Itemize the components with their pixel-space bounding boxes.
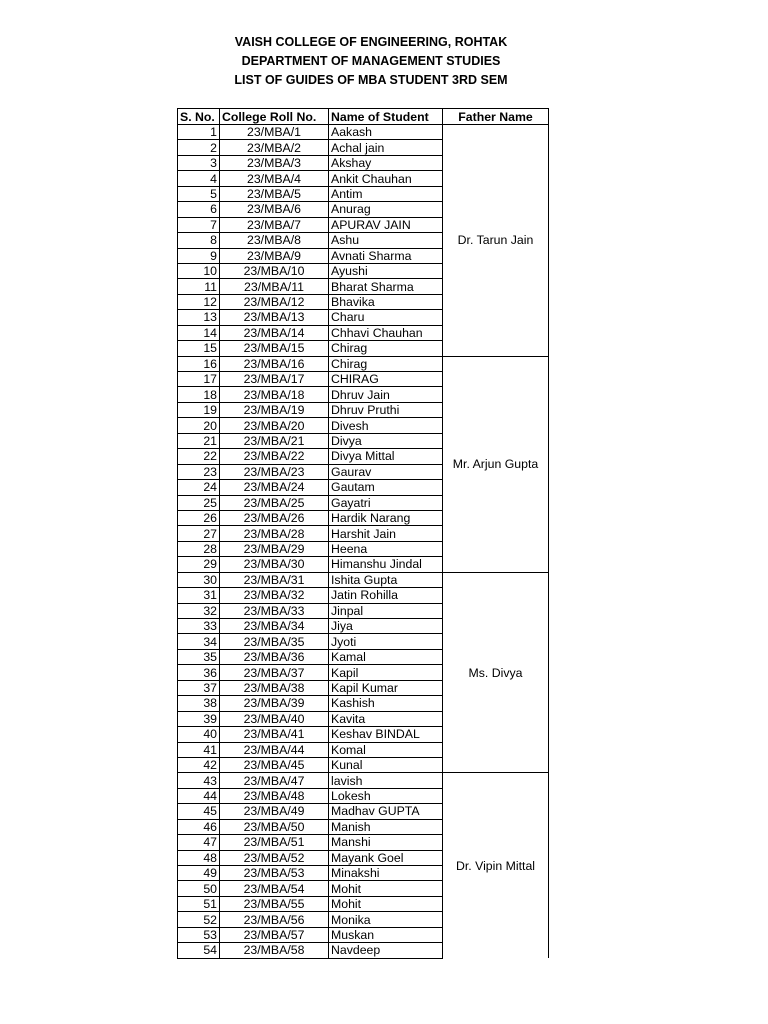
student-name-cell: Antim	[329, 186, 443, 201]
student-name-cell: Bharat Sharma	[329, 279, 443, 294]
serial-number-cell: 52	[178, 912, 220, 927]
serial-number-cell: 20	[178, 418, 220, 433]
serial-number-cell: 53	[178, 927, 220, 942]
student-name-cell: APURAV JAIN	[329, 217, 443, 232]
serial-number-cell: 42	[178, 757, 220, 772]
roll-number-cell: 23/MBA/24	[220, 480, 329, 495]
roll-number-cell: 23/MBA/19	[220, 402, 329, 417]
roll-number-cell: 23/MBA/39	[220, 696, 329, 711]
student-name-cell: Charu	[329, 310, 443, 325]
serial-number-cell: 24	[178, 480, 220, 495]
serial-number-cell: 49	[178, 866, 220, 881]
student-name-cell: Manish	[329, 819, 443, 834]
column-header-student-name: Name of Student	[329, 109, 443, 125]
student-name-cell: Gaurav	[329, 464, 443, 479]
serial-number-cell: 10	[178, 263, 220, 278]
student-name-cell: Ishita Gupta	[329, 572, 443, 587]
serial-number-cell: 28	[178, 541, 220, 556]
serial-number-cell: 54	[178, 943, 220, 958]
serial-number-cell: 1	[178, 125, 220, 140]
student-name-cell: Jinpal	[329, 603, 443, 618]
serial-number-cell: 19	[178, 402, 220, 417]
student-name-cell: Jiya	[329, 619, 443, 634]
roll-number-cell: 23/MBA/33	[220, 603, 329, 618]
serial-number-cell: 45	[178, 804, 220, 819]
roll-number-cell: 23/MBA/54	[220, 881, 329, 896]
serial-number-cell: 22	[178, 449, 220, 464]
serial-number-cell: 51	[178, 896, 220, 911]
serial-number-cell: 46	[178, 819, 220, 834]
student-name-cell: Bhavika	[329, 294, 443, 309]
serial-number-cell: 9	[178, 248, 220, 263]
roll-number-cell: 23/MBA/2	[220, 140, 329, 155]
table-row	[178, 572, 549, 587]
roll-number-cell: 23/MBA/38	[220, 680, 329, 695]
guides-table	[177, 108, 549, 959]
roll-number-cell: 23/MBA/40	[220, 711, 329, 726]
serial-number-cell: 18	[178, 387, 220, 402]
student-name-cell: Navdeep	[329, 943, 443, 958]
serial-number-cell: 4	[178, 171, 220, 186]
roll-number-cell: 23/MBA/16	[220, 356, 329, 371]
column-header-father-name: Father Name	[443, 109, 549, 125]
student-name-cell: CHIRAG	[329, 372, 443, 387]
student-name-cell: Ashu	[329, 233, 443, 248]
serial-number-cell: 47	[178, 835, 220, 850]
roll-number-cell: 23/MBA/6	[220, 202, 329, 217]
table-header-row	[178, 109, 549, 125]
roll-number-cell: 23/MBA/57	[220, 927, 329, 942]
serial-number-cell: 17	[178, 372, 220, 387]
student-name-cell: Divesh	[329, 418, 443, 433]
student-name-cell: Mayank Goel	[329, 850, 443, 865]
student-name-cell: Himanshu Jindal	[329, 557, 443, 572]
roll-number-cell: 23/MBA/25	[220, 495, 329, 510]
roll-number-cell: 23/MBA/49	[220, 804, 329, 819]
table-row	[178, 773, 549, 788]
student-name-cell: Akshay	[329, 155, 443, 170]
serial-number-cell: 36	[178, 665, 220, 680]
roll-number-cell: 23/MBA/50	[220, 819, 329, 834]
student-name-cell: Mohit	[329, 896, 443, 911]
serial-number-cell: 39	[178, 711, 220, 726]
roll-number-cell: 23/MBA/10	[220, 263, 329, 278]
serial-number-cell: 5	[178, 186, 220, 201]
roll-number-cell: 23/MBA/11	[220, 279, 329, 294]
serial-number-cell: 43	[178, 773, 220, 788]
student-name-cell: Madhav GUPTA	[329, 804, 443, 819]
serial-number-cell: 15	[178, 341, 220, 356]
serial-number-cell: 50	[178, 881, 220, 896]
roll-number-cell: 23/MBA/7	[220, 217, 329, 232]
student-name-cell: Manshi	[329, 835, 443, 850]
roll-number-cell: 23/MBA/5	[220, 186, 329, 201]
roll-number-cell: 23/MBA/21	[220, 433, 329, 448]
serial-number-cell: 27	[178, 526, 220, 541]
student-name-cell: Kunal	[329, 757, 443, 772]
serial-number-cell: 30	[178, 572, 220, 587]
student-name-cell: Kashish	[329, 696, 443, 711]
serial-number-cell: 25	[178, 495, 220, 510]
student-name-cell: Minakshi	[329, 866, 443, 881]
roll-number-cell: 23/MBA/48	[220, 788, 329, 803]
serial-number-cell: 37	[178, 680, 220, 695]
college-name: VAISH COLLEGE OF ENGINEERING, ROHTAK	[234, 35, 508, 49]
roll-number-cell: 23/MBA/53	[220, 866, 329, 881]
roll-number-cell: 23/MBA/37	[220, 665, 329, 680]
student-name-cell: Jyoti	[329, 634, 443, 649]
student-name-cell: Gayatri	[329, 495, 443, 510]
roll-number-cell: 23/MBA/35	[220, 634, 329, 649]
student-name-cell: Ayushi	[329, 263, 443, 278]
roll-number-cell: 23/MBA/44	[220, 742, 329, 757]
roll-number-cell: 23/MBA/14	[220, 325, 329, 340]
roll-number-cell: 23/MBA/3	[220, 155, 329, 170]
serial-number-cell: 21	[178, 433, 220, 448]
serial-number-cell: 14	[178, 325, 220, 340]
roll-number-cell: 23/MBA/18	[220, 387, 329, 402]
serial-number-cell: 13	[178, 310, 220, 325]
student-name-cell: Chirag	[329, 356, 443, 371]
serial-number-cell: 16	[178, 356, 220, 371]
roll-number-cell: 23/MBA/20	[220, 418, 329, 433]
guide-name-cell: Dr. Tarun Jain	[443, 125, 549, 357]
student-name-cell: Monika	[329, 912, 443, 927]
serial-number-cell: 40	[178, 727, 220, 742]
roll-number-cell: 23/MBA/22	[220, 449, 329, 464]
student-name-cell: Keshav BINDAL	[329, 727, 443, 742]
student-name-cell: Aakash	[329, 125, 443, 140]
roll-number-cell: 23/MBA/45	[220, 757, 329, 772]
student-name-cell: Avnati Sharma	[329, 248, 443, 263]
serial-number-cell: 2	[178, 140, 220, 155]
serial-number-cell: 12	[178, 294, 220, 309]
serial-number-cell: 7	[178, 217, 220, 232]
table-row	[178, 356, 549, 371]
roll-number-cell: 23/MBA/55	[220, 896, 329, 911]
serial-number-cell: 35	[178, 649, 220, 664]
student-name-cell: Kavita	[329, 711, 443, 726]
roll-number-cell: 23/MBA/51	[220, 835, 329, 850]
serial-number-cell: 34	[178, 634, 220, 649]
roll-number-cell: 23/MBA/15	[220, 341, 329, 356]
student-name-cell: Dhruv Jain	[329, 387, 443, 402]
roll-number-cell: 23/MBA/12	[220, 294, 329, 309]
student-name-cell: Divya Mittal	[329, 449, 443, 464]
student-name-cell: Lokesh	[329, 788, 443, 803]
serial-number-cell: 32	[178, 603, 220, 618]
department-name: DEPARTMENT OF MANAGEMENT STUDIES	[241, 54, 501, 68]
roll-number-cell: 23/MBA/1	[220, 125, 329, 140]
guide-name-cell: Ms. Divya	[443, 572, 549, 773]
roll-number-cell: 23/MBA/47	[220, 773, 329, 788]
student-name-cell: Hardik Narang	[329, 510, 443, 525]
serial-number-cell: 31	[178, 588, 220, 603]
student-name-cell: Anurag	[329, 202, 443, 217]
student-name-cell: Heena	[329, 541, 443, 556]
serial-number-cell: 26	[178, 510, 220, 525]
table-row	[178, 125, 549, 140]
document-header	[0, 33, 742, 90]
serial-number-cell: 6	[178, 202, 220, 217]
roll-number-cell: 23/MBA/30	[220, 557, 329, 572]
student-name-cell: Kapil Kumar	[329, 680, 443, 695]
serial-number-cell: 33	[178, 619, 220, 634]
student-name-cell: Jatin Rohilla	[329, 588, 443, 603]
student-name-cell: Dhruv Pruthi	[329, 402, 443, 417]
student-name-cell: Chhavi Chauhan	[329, 325, 443, 340]
student-name-cell: Harshit Jain	[329, 526, 443, 541]
student-name-cell: Gautam	[329, 480, 443, 495]
student-name-cell: Chirag	[329, 341, 443, 356]
student-name-cell: Kamal	[329, 649, 443, 664]
student-name-cell: lavish	[329, 773, 443, 788]
serial-number-cell: 23	[178, 464, 220, 479]
guide-name-cell: Mr. Arjun Gupta	[443, 356, 549, 572]
serial-number-cell: 29	[178, 557, 220, 572]
guide-name-cell: Dr. Vipin Mittal	[443, 773, 549, 958]
serial-number-cell: 38	[178, 696, 220, 711]
student-name-cell: Kapil	[329, 665, 443, 680]
column-header-sno: S. No.	[178, 109, 220, 125]
student-name-cell: Achal jain	[329, 140, 443, 155]
serial-number-cell: 11	[178, 279, 220, 294]
serial-number-cell: 44	[178, 788, 220, 803]
roll-number-cell: 23/MBA/52	[220, 850, 329, 865]
student-name-cell: Mohit	[329, 881, 443, 896]
roll-number-cell: 23/MBA/17	[220, 372, 329, 387]
roll-number-cell: 23/MBA/34	[220, 619, 329, 634]
serial-number-cell: 41	[178, 742, 220, 757]
roll-number-cell: 23/MBA/32	[220, 588, 329, 603]
document-title: LIST OF GUIDES OF MBA STUDENT 3RD SEM	[234, 73, 508, 87]
roll-number-cell: 23/MBA/23	[220, 464, 329, 479]
roll-number-cell: 23/MBA/9	[220, 248, 329, 263]
student-name-cell: Muskan	[329, 927, 443, 942]
roll-number-cell: 23/MBA/58	[220, 943, 329, 958]
roll-number-cell: 23/MBA/8	[220, 233, 329, 248]
student-name-cell: Komal	[329, 742, 443, 757]
roll-number-cell: 23/MBA/36	[220, 649, 329, 664]
student-name-cell: Divya	[329, 433, 443, 448]
roll-number-cell: 23/MBA/56	[220, 912, 329, 927]
roll-number-cell: 23/MBA/4	[220, 171, 329, 186]
roll-number-cell: 23/MBA/13	[220, 310, 329, 325]
roll-number-cell: 23/MBA/31	[220, 572, 329, 587]
serial-number-cell: 48	[178, 850, 220, 865]
serial-number-cell: 3	[178, 155, 220, 170]
roll-number-cell: 23/MBA/29	[220, 541, 329, 556]
table-body	[178, 125, 549, 959]
roll-number-cell: 23/MBA/41	[220, 727, 329, 742]
roll-number-cell: 23/MBA/28	[220, 526, 329, 541]
column-header-roll-no: College Roll No.	[220, 109, 329, 125]
student-name-cell: Ankit Chauhan	[329, 171, 443, 186]
roll-number-cell: 23/MBA/26	[220, 510, 329, 525]
serial-number-cell: 8	[178, 233, 220, 248]
